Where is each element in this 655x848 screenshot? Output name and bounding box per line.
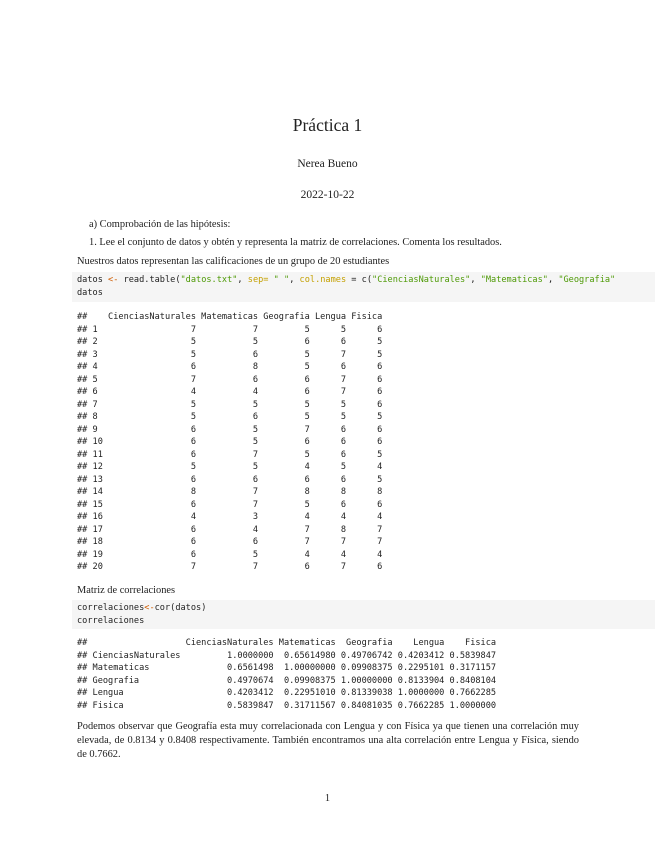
table-row: ## 3 5 6 5 7 5 — [77, 349, 383, 360]
code-token: datos — [77, 287, 103, 298]
code-token: read.table( — [123, 275, 181, 285]
table-row: ## 13 6 6 6 6 5 — [77, 474, 383, 485]
code-token: <- — [144, 603, 155, 613]
table-row: ## 8 5 6 5 5 5 — [77, 412, 383, 422]
table-row: ## 9 6 5 7 6 6 — [77, 424, 383, 435]
output-correlation-matrix — [77, 637, 496, 712]
code-token: , — [289, 275, 300, 285]
code-block-read-data — [72, 272, 655, 302]
table-row: ## 12 5 5 4 5 4 — [77, 462, 383, 472]
table-row: ## 19 6 5 4 4 4 — [77, 549, 383, 560]
code-token: correlaciones — [77, 615, 145, 626]
table-row: ## 11 6 7 5 6 5 — [77, 449, 383, 460]
output-data-table — [77, 311, 382, 574]
table-row: ## 4 6 8 5 6 6 — [77, 362, 383, 372]
code-token: cor(datos) — [154, 603, 207, 613]
code-token: correlaciones — [77, 603, 145, 613]
code-token: datos — [77, 275, 103, 285]
code-token: col.names — [299, 275, 347, 285]
table-header: ## CienciasNaturales Matematicas Geografia Lengua Fisica — [77, 638, 497, 648]
table-row: ## 1 7 7 5 5 6 — [77, 324, 383, 335]
code-token: c( — [361, 275, 373, 285]
table-row: ## Matematicas 0.6561498 1.00000000 0.09908375 0.2295101 0.3171157 — [77, 663, 497, 673]
code-token: sep= — [247, 275, 269, 285]
code-token: , — [237, 275, 248, 285]
table-header: ## CienciasNaturales Matematicas Geografia Lengua Fisica — [77, 312, 383, 322]
table-row: ## 7 5 5 5 5 6 — [77, 399, 383, 410]
table-row: ## 20 7 7 6 7 6 — [77, 562, 383, 572]
code-token: "CienciasNaturales" — [372, 275, 471, 285]
document-date: 2022-10-22 — [300, 189, 355, 201]
intro-text: Nuestros datos representan las calificaciones de un grupo de 20 estudiantes — [77, 256, 390, 267]
hypothesis-heading: a) Comprobación de las hipótesis: — [89, 219, 231, 230]
table-row: ## 16 4 3 4 4 4 — [77, 512, 383, 522]
table-row: ## 14 8 7 8 8 8 — [77, 487, 383, 497]
code-token: "Matematicas" — [480, 275, 548, 285]
document-author: Nerea Bueno — [297, 158, 358, 170]
table-row: ## 17 6 4 7 8 7 — [77, 524, 383, 535]
code-token: , — [547, 275, 559, 285]
code-token: "Geografia" — [558, 275, 616, 285]
code-block-correlation — [72, 600, 655, 629]
table-row: ## CienciasNaturales 1.0000000 0.65614980 0.49706742 0.4203412 0.5839847 — [77, 650, 497, 661]
table-row: ## 5 7 6 6 7 6 — [77, 374, 383, 385]
table-row: ## 15 6 7 5 6 6 — [77, 499, 383, 510]
table-row: ## 6 4 4 6 7 6 — [77, 387, 383, 397]
list-item-1: 1. Lee el conjunto de datos y obtén y representa la matriz de correlaciones. Comenta los resultados. — [89, 237, 502, 248]
code-token: = — [346, 275, 362, 285]
table-row: ## Fisica 0.5839847 0.31711567 0.84081035 0.7662285 1.0000000 — [77, 700, 497, 711]
conclusion-paragraph: Podemos observar que Geografía esta muy correlacionada con Lengua y con Física ya que tienen una correlación muy elevada, de 0.8134 y 0.8408 respectivamente. También encontramos una alta correlación entre Lengua y Física, siendo de 0.7662. — [77, 721, 579, 760]
matrix-label: Matriz de correlaciones — [77, 585, 176, 596]
table-row: ## 18 6 6 7 7 7 — [77, 537, 383, 547]
table-row: ## Geografia 0.4970674 0.09908375 1.00000000 0.8133904 0.8408104 — [77, 675, 497, 686]
code-token: , — [470, 275, 481, 285]
table-row: ## 10 6 5 6 6 6 — [77, 437, 383, 447]
table-row: ## Lengua 0.4203412 0.22951010 0.81339038 1.0000000 0.7662285 — [77, 688, 497, 698]
document-title: Práctica 1 — [292, 115, 363, 135]
code-token: "datos.txt" — [180, 275, 238, 285]
table-row: ## 2 5 5 6 6 5 — [77, 337, 383, 347]
code-token: <- — [102, 275, 124, 285]
code-token: " " — [268, 275, 290, 285]
page-number: 1 — [324, 793, 331, 804]
